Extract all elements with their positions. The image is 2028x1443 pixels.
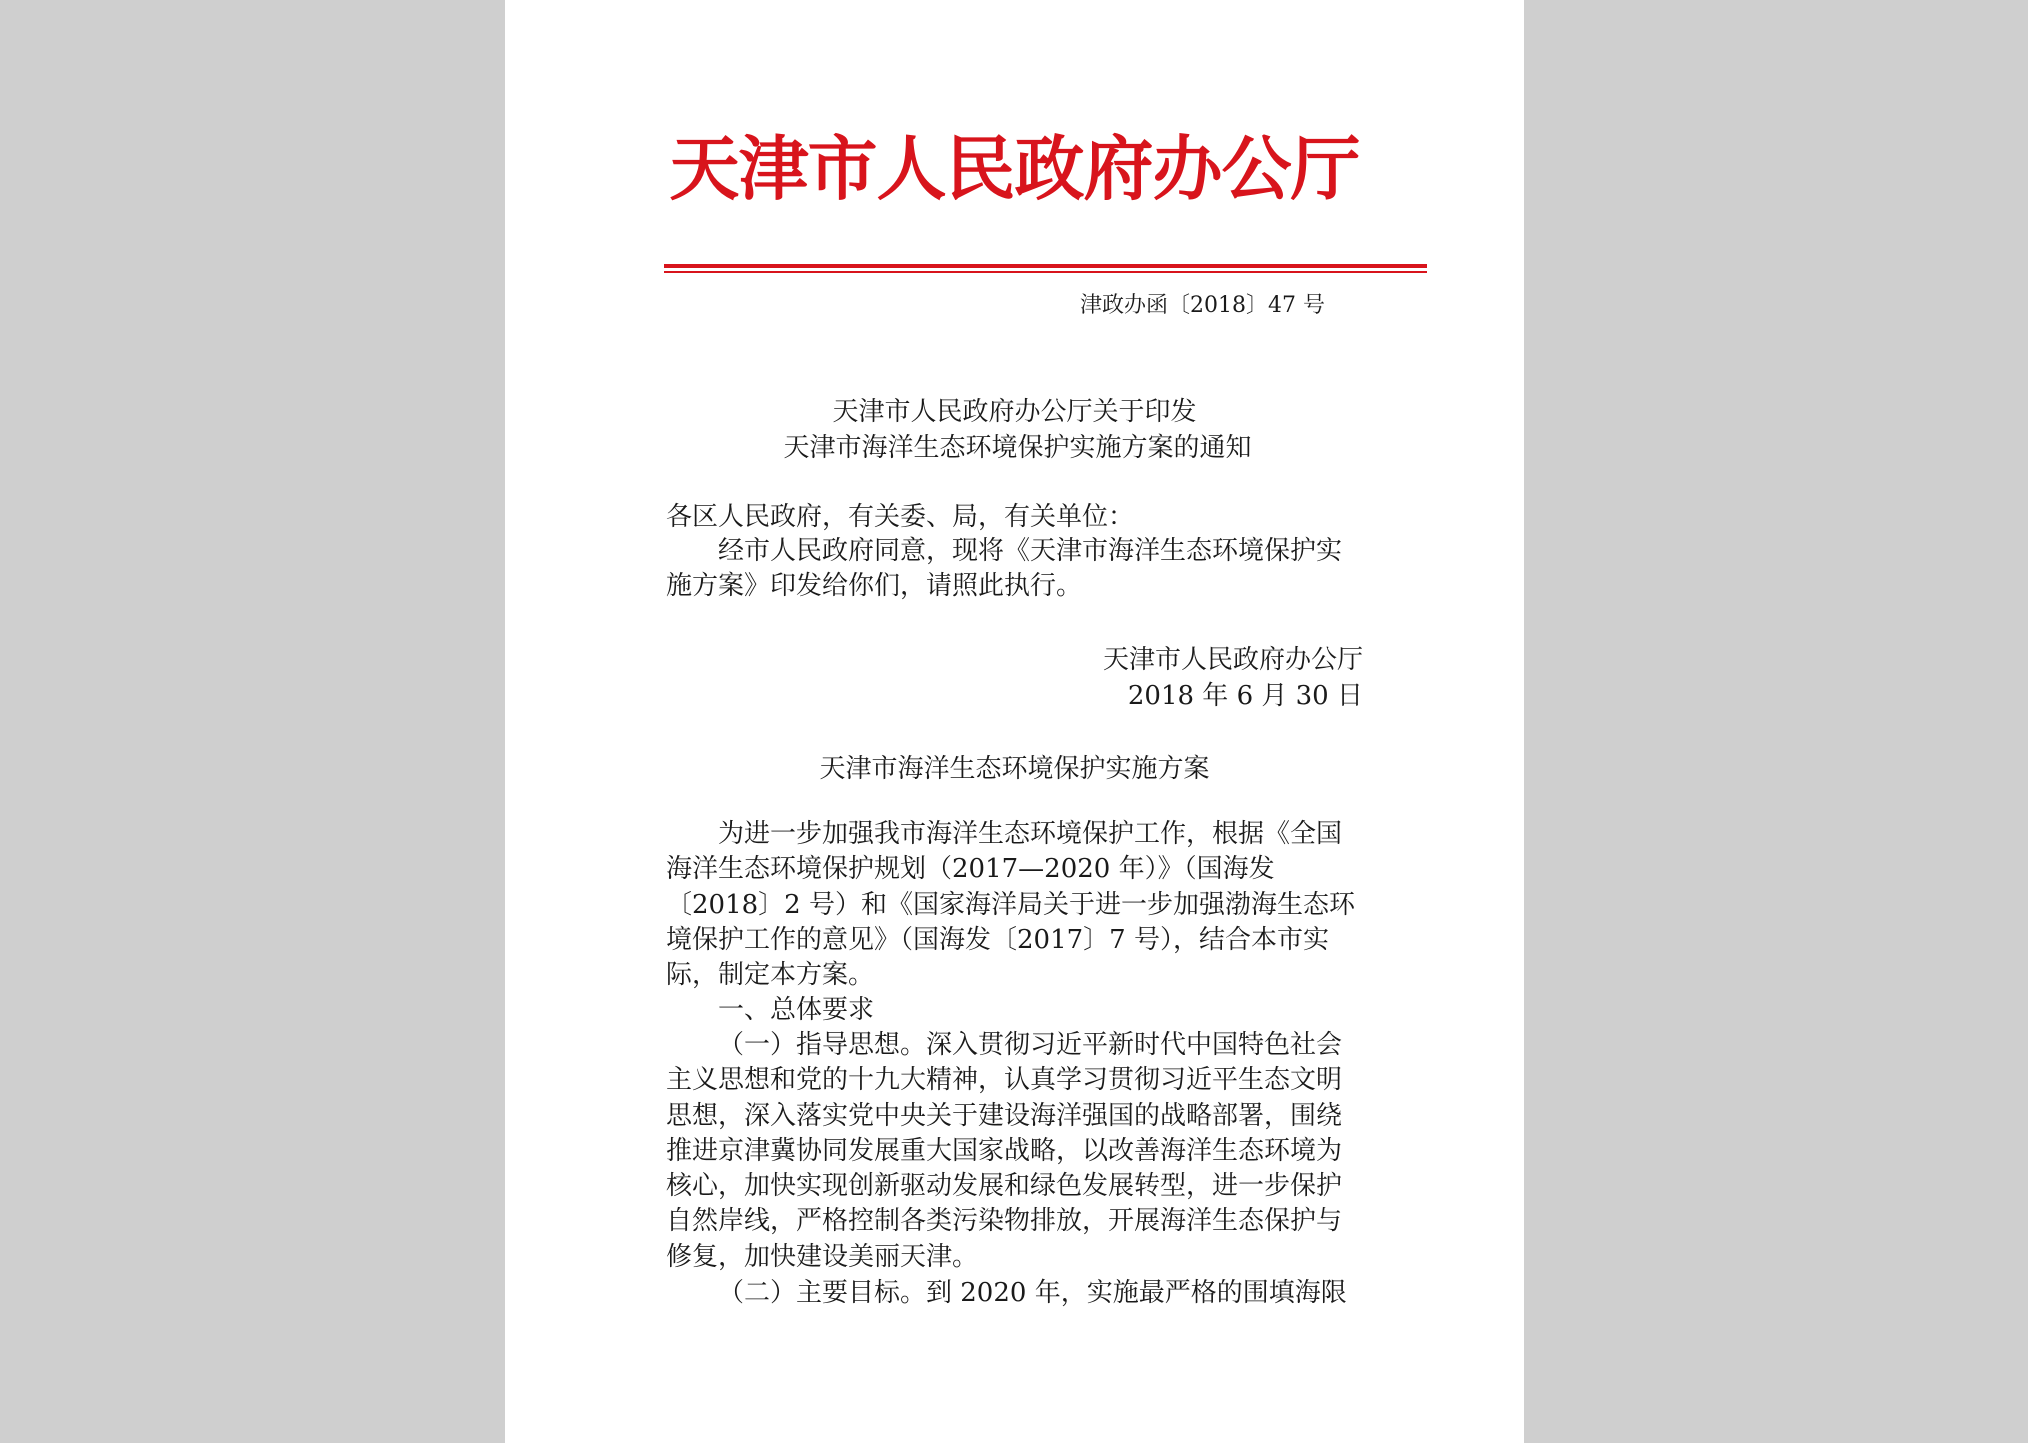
main-goals-paragraph: （二）主要目标。到 2020 年，实施最严格的围填海限 bbox=[718, 1278, 1347, 1308]
masthead-title: 天津市人民政府办公厅 bbox=[669, 127, 1360, 210]
red-divider-thin bbox=[664, 271, 1427, 273]
salutation: 各区人民政府，有关委、局，有关单位： bbox=[666, 502, 1135, 532]
notice-title-line-1: 天津市人民政府办公厅关于印发 bbox=[832, 397, 1197, 427]
plan-title: 天津市海洋生态环境保护实施方案 bbox=[819, 754, 1210, 784]
document-page bbox=[505, 0, 1524, 1443]
section-heading-general-requirements: 一、总体要求 bbox=[718, 995, 875, 1025]
document-number: 津政办函〔2018〕47 号 bbox=[1080, 293, 1325, 318]
preamble-paragraph: 为进一步加强我市海洋生态环境保护工作，根据《全国海洋生态环境保护规划（2017—2020 年）》（国海发〔2018〕2 号）和《国家海洋局关于进一步加强渤海生态环境保护工作的意见》（国海发〔2017〕7 号），结合本市实际，制定本方案。 bbox=[666, 819, 1355, 991]
guiding-ideology-paragraph: （一）指导思想。深入贯彻习近平新时代中国特色社会主义思想和党的十九大精神，认真学习贯彻习近平生态文明思想，深入落实党中央关于建设海洋强国的战略部署，围绕推进京津冀协同发展重大国家战略，以改善海洋生态环境为核心，加快实现创新驱动发展和绿色发展转型，进一步保护自然岸线，严格控制各类污染物排放，开展海洋生态保护与修复，加快建设美丽天津。 bbox=[666, 1030, 1343, 1272]
signature-date: 2018 年 6 月 30 日 bbox=[1127, 681, 1363, 711]
notice-title bbox=[505, 394, 1524, 466]
notice-title-line-2: 天津市海洋生态环境保护实施方案的通知 bbox=[783, 433, 1252, 463]
intro-paragraph: 经市人民政府同意，现将《天津市海洋生态环境保护实施方案》印发给你们，请照此执行。 bbox=[666, 536, 1343, 602]
red-divider-thick bbox=[664, 264, 1427, 268]
signature-organization: 天津市人民政府办公厅 bbox=[1102, 645, 1363, 675]
